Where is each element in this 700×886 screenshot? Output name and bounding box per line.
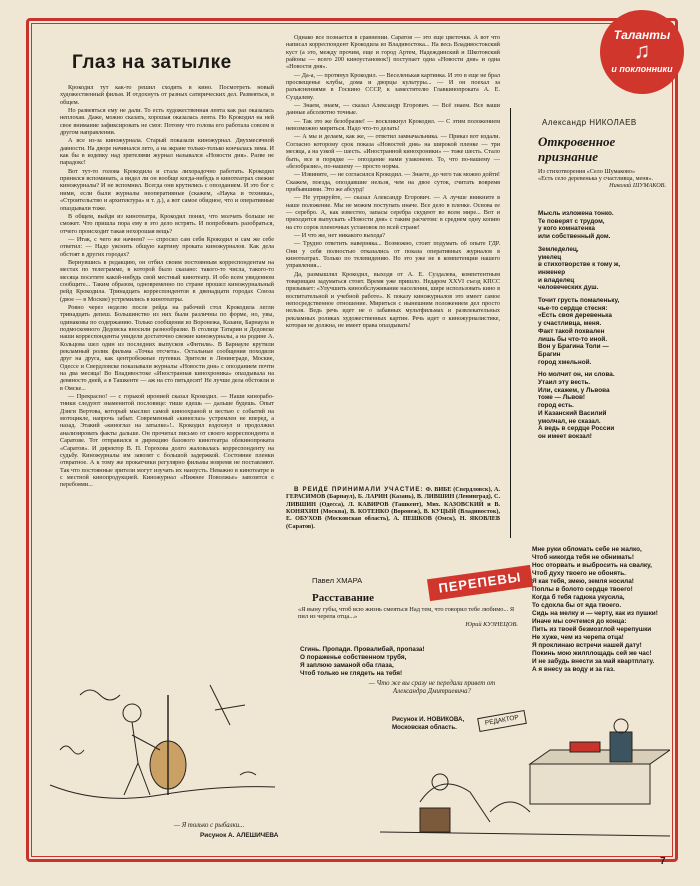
poem-line: Чтоб никогда тебя не обнимать! [532,554,634,561]
poem-line: «Есть своя деревенька [538,312,612,320]
epigraph-author: Юрий КУЗНЕЦОВ. [465,620,518,628]
paragraph: Вот тут-то голова Крокодила и стала лихорадочно работать. Крокодил принялся вспоминать, а видел ли он вообще когда-нибудь в кинотеатрах свежие киножурналы? И не вспомнил. Всегда они крутились с опозданием. И это бог с ними, если были журналы неоперативные (скажем, «Наука и техника», «Строительство и архитектура» и т. д.), а вот самое обидное, что и оперативные опаздывали тоже. [60,167,274,212]
paragraph: Ровно через неделю после рейда на рабочий стол Крокодила легли тринадцать депеш. Большинство из них были различны по форме, но, увы, одинаковы по содержанию. Только сообщения из Воронежа, Казани, Барнаула и подмосковного Дедовска вносили разнообразие. В столице Татарии и Дедовске наши корреспонденты увидели достаточно свежие киножурналы, а на родине А. Кольцова шел один из последних выпусков «Фитиля». В Барнауле крутили рекламный ролик фильма «Точка отсчета». Остальные сообщения походили друг на друга, как центробежные путевки. Зрители в Ленинграде, Москве, Одессе и Свердловске показывали журналы «Новости дня» с опозданием почти на два месяца! Во Владивостоке «Иностранная кинохроника» опаздывала на девяносто дней, а в Ташкенте — аж на сто пятьдесят! Не лучше дела обстояли и в Омске... [60,303,274,392]
poem-line: Пить из твоей безмозглой черепушки [532,626,652,633]
participants-heading: В РЕЙДЕ ПРИНИМАЛИ УЧАСТИЕ: [294,486,424,493]
poem-line: у счастливца, меня. [538,320,602,328]
poem-line: Я проклинаю встречи нашей дату! [532,642,642,649]
left-cartoon-caption: — Я только с рыбалки... [174,822,245,829]
paragraph: В общем, выйдя из кинотеатра, Крокодил понял, что молчать больше не сможет. Что пришла пора ему в это дело встрять. И попробовать разобраться, отчего происходит такая нехорошая вещь? [60,212,274,235]
bottom-poem-left-lines [300,646,514,678]
left-article-body [60,84,274,652]
poem-line: Мне руки обломать себе не жалко, [532,546,642,553]
poem-line: Но молчит он, ни слова. [538,371,615,379]
poem-line: Земледелец, [538,245,579,253]
paragraph: — Знаем, знаем, — сказал Александр Егорович. — Всё знаем. Все ваши данные абсолютно точные. [286,102,500,117]
editor-desk-sign: РЕДАКТОР [477,710,527,732]
poem-line: человеческих душ. [538,284,599,292]
paragraph: — Извините, — не согласился Крокодил. — Знаете, до чего так можно дойти! Скажем, поезда, опоздавшие нельзя, чем на двое суток, считать вовремя прибывшими. Это же абсурд! [286,171,500,193]
poem-line: Мысль изложена тонко. [538,210,614,217]
poem-line: или собственный дом. [538,233,611,241]
poem-line: у кого комнатенка [538,225,595,233]
poem-line: Факт такой похвален [538,327,605,335]
poem-line: умолчал, не сказал. [538,417,601,425]
poem-line: чье-то сердце стесня: [538,304,608,312]
poem-line: в стихотворстве к тому ж, [538,261,621,269]
poem-line: Иначе мы сочтемся до конца: [532,618,627,625]
poem-line: О пораженье собственном трубя, [300,654,407,661]
poem-line: умелец [538,253,562,261]
poem-line: И не забудь внести за май квартплату. [532,658,655,665]
poem-line: Я как тебя, змею, земля носила! [532,578,634,585]
bottom-poem-author: Павел ХМАРА [312,576,363,585]
poem-line: А я внесу за воду и за газ. [532,666,615,673]
poem-line: И Казанский Василий [538,409,607,417]
poem-line: Утаил эту весть. [538,379,591,387]
poem-line: Нос оторвать и выбросить на свалку, [532,562,652,569]
epigraph-intro: Из стихотворения «Село Шумаково» [538,168,636,175]
poem-line: он имеет вокзал! [538,432,592,440]
poem-line: тоже — Львов! [538,394,586,402]
poem-line: Те поверят с трудом, [538,217,605,225]
poem-line: город есть. [538,402,574,410]
right-cartoon-author: Рисунок И. НОВИКОВА, Московская область. [392,716,465,731]
page-number: 7 [660,856,666,867]
lyre-icon: ♫ [633,38,651,63]
paragraph: — Итак, с чего же начнем? — спросил сам себя Крокодил и сам же себе ответил: — Надо уяснить общую картину проката киножурналов. Как дела обстоят в других городах? [60,235,274,258]
participants-list: Ф. ВИБЕ (Свердловск), А. ГЕРАСИМОВ (Барнаул), Б. ЛАРИН (Казань), В. ЛИВШИН (Ленинград), С. ЛИВШИН (Одесса), Л. КАВИРОВ (Ташкент), Мих. КАЗОВСКИЙ и В. КОНЯХИН (Москва), В. КОТЕНКО (Воронеж), В. КУЦЫЙ (Владивосток), Е. ОБУХОВ (Московская область), А. ПЕШКОВ (Омск), Н. ЯКОВЛЕВ (Саратов). [286,486,500,530]
right-poem-lines [538,210,668,441]
paragraph: Однако все познается в сравнении. Саратов — это еще цветочки. А вот что написал корреспондент Крокодила из Владивостока... На весь Владивостокский куст (а это, между прочим, еще и город Артем, Надеждинский и Шкотовский районы — всего 200 киноустановок!) поступает одна «Новости дня» и одна «Новости дня». [286,34,500,71]
epigraph-text: «Есть село деревенька у счастливца, меня». [538,175,654,182]
bottom-poem-epigraph [298,606,518,628]
poem-line: Вон у Брагина Толи — [538,343,609,351]
epigraph-text: «Я выну губы, чтоб всю жизнь смеяться Над тем, что говорил тебе любимо... Я пил из черепа отца...» [298,606,515,621]
poem-line: и владелец [538,276,575,284]
rubric-badge [600,10,684,94]
epigraph-author: Николай ШУМАКОВ. [609,182,666,189]
poem-line: Сгинь. Пропади. Провалибай, пропаза! [300,646,425,653]
bottom-poem-title: Расставание [312,592,375,604]
right-cartoon-caption: — Что же вы сразу не передали привет от Александра Дмитриевича? [368,680,496,695]
poem-line: лишь бы что-то иной. [538,335,608,343]
poem-line: Когда б тебя гадюка укусила, [532,594,625,601]
paragraph: А все из-за киножурнала. Старый показали киножурнал. Двухмесячной давности. На дворе начинался лето, а на экране только-только кончалась зима. И как бы в издевку над зрителями журнал назывался «Новости дня». Разве не парадокс! [60,137,274,167]
paragraph: Да, размышлял Крокодил, выходя от А. Е. Суздалева, компетентным товарищам задуматься стоит. Время уже пришло. Недаром XXVI съезд КПСС призывает: «Улучшить кинообслуживание населения, шире использовать кино в воспитательной и учебной работе». К показу киножурналов это имеет самое непосредственное отношение. Мириться с нынешним положением дел просто нельзя. Ведь речь идет не о забавных мультфильмах и развлекательных рекламных роликах художественных картин. Речь идет о киножурналистике, которая не должна, не имеет права опаздывать! [286,270,500,330]
poem-line: город хмельной. [538,358,592,366]
poem-line: Или, скажем, у Львова [538,386,610,394]
poem-line: Покинь мою жилплощадь сей же час! [532,650,652,657]
poem-line: Точит грусть помаленьку, [538,297,620,305]
right-poem-author: Александр НИКОЛАЕВ [542,118,637,127]
poem-line: Я заплюю заманой оба глаза, [300,662,394,669]
badge-subtitle: и поклонники [611,64,673,74]
middle-article-body [286,34,500,482]
paragraph: Но развеяться ему не дали. То есть художественная лента как раз оказалась неплохая. Даже, можно сказать, хорошая оказалась лента. Но Крокодил на ней свое внимание зафиксировать не смог. Потому что голова его работала совсем в другом направлении. [60,107,274,137]
paragraph: Вернувшись в редакцию, он отбил своим постоянным корреспондентам на местах по телеграмме, в которой было сказано: такого-то числа, такого-то месяца посетите какой-нибудь свой местный кинотеатр. И обо всем увиденном сообщите... Таким образом, одновременно по стране прошел киножурнальный рейд Крокодила. Тринадцать корреспондентов в двенадцати городах Союза (двое — в Москве) устремились в кинотеатры. [60,258,274,303]
poem-line: Не хуже, чем из черепа отца! [532,634,624,641]
cartoon-drawing-musician [40,655,280,815]
right-poem-epigraph [538,168,666,189]
bottom-poem-right-lines [532,546,672,674]
right-poem-title: Откровенное признание [538,134,616,164]
poem-line: Чтоб духу твоего не обонять. [532,570,626,577]
paragraph: — Не утрируйте, — сказал Александр Егорович. — А лучше вникните в наше положение. Мы не можем поступать иначе. Все дело в пленке. Основа ее — серебро. А, как известно, запасы серебра скудеют во всем мире... Вот и приходится выпускать «Новости дня» с таким расчетом: в среднем одну копию на сто сорок пленочных установок по всей стране! [286,194,500,231]
paragraph: — Прекрасно! — с горькой иронией сказал Крокодил. — Наши киноработники следуют знаменитой пословице: тише едешь — дальше будешь. Опыт Дзиги Вертова, который мыслил самой киноохраной и вестью с событий на мотоцикле, напрочь забыт. Современный «киноглаз» устремлен не вперед, а назад. Этакий «киноглаз на затылке»!.. Крокодил вздохнул и продолжил анализировать факты дальше. Он прочитал письмо от своего корреспондента в Саратове. Тот отправился в дирекцию базового кинотеатра облкинопроката «Саратов». И директор В. П. Горохова долго жаловалась корреспонденту на судьбу. Киножурналы им завозят с большой задержкой. Состояние пленки отвратное. А к тому же прокатчики регулярно фильмы вовремя не поставляют. Так что постоянные зрители могут изучать их наизусть. Неважно в кинотеатре и с местной кинопродукцией. Киножурнал «Нижнее Поволжье» завозится с перебоями... [60,393,274,489]
poem-line: Брагин [538,350,561,358]
paragraph: — Так это же безобразие! — воскликнул Крокодил. — С этим положением невозможно мириться. Надо что-то делать! [286,117,500,133]
paragraph: — Да-а, — протянул Крокодил. — Веселенькая картинка. И это в еще не брал просвещенье клубы, дома и дворцы культуры... — И он поехал за разъяснениями в Госкино СССР, к заместителю Главкинопроката А. Е. Суздалеву. [286,71,500,101]
paragraph: — Трудно ответить наверняка... Возможно, стоит подумать об опыте ГДР. Они у себя полностью отказались от показа оперативных журналов в кинотеатрах. Только по телевидению. Но это уже не в компетенции нашего управления... [286,240,500,270]
poem-line: Поплы в болото сердце твоего! [532,586,633,593]
article-title: Глаз на затылке [72,52,232,73]
column-divider [510,108,511,538]
poem-line: Чтоб только не глядеть на тебя! [300,670,403,677]
paragraph: Крокодил тут как-то решил сходить в кино. Посмотреть новый художественный фильм. И отдохнуть от разных сатирических дел. Развеяться, в общем. [60,84,274,106]
paragraph: — А мы и делаем, как же, — ответил замначальника. — Приказ вот издали. Согласно которому срок показа «Новостей дня» на широкой пленке — три месяца, а на узкой — шесть. «Иностранной кинохроники» — тоже шесть. Стало быть, все в порядке — опоздание нами узаконено. То, что по-вашему — «безобразие», по-нашему — просто норма. [286,133,500,170]
raid-participants [286,486,500,570]
left-cartoon-author: Рисунок А. АЛЕШИЧЕВА [200,832,279,839]
poem-line: То сдохла бы от яда твоего. [532,602,622,609]
rubric-stamp: ПЕРЕПЕВЫ [427,565,533,601]
poem-line: инженер [538,268,566,276]
paragraph: — И что же, нет никакого выхода? [294,231,386,239]
poem-line: Сидь на мелку и — черту, как из пушки! [532,610,658,617]
badge-title: Таланты [613,28,671,42]
poem-line: А ведь в сердце России [538,425,615,433]
